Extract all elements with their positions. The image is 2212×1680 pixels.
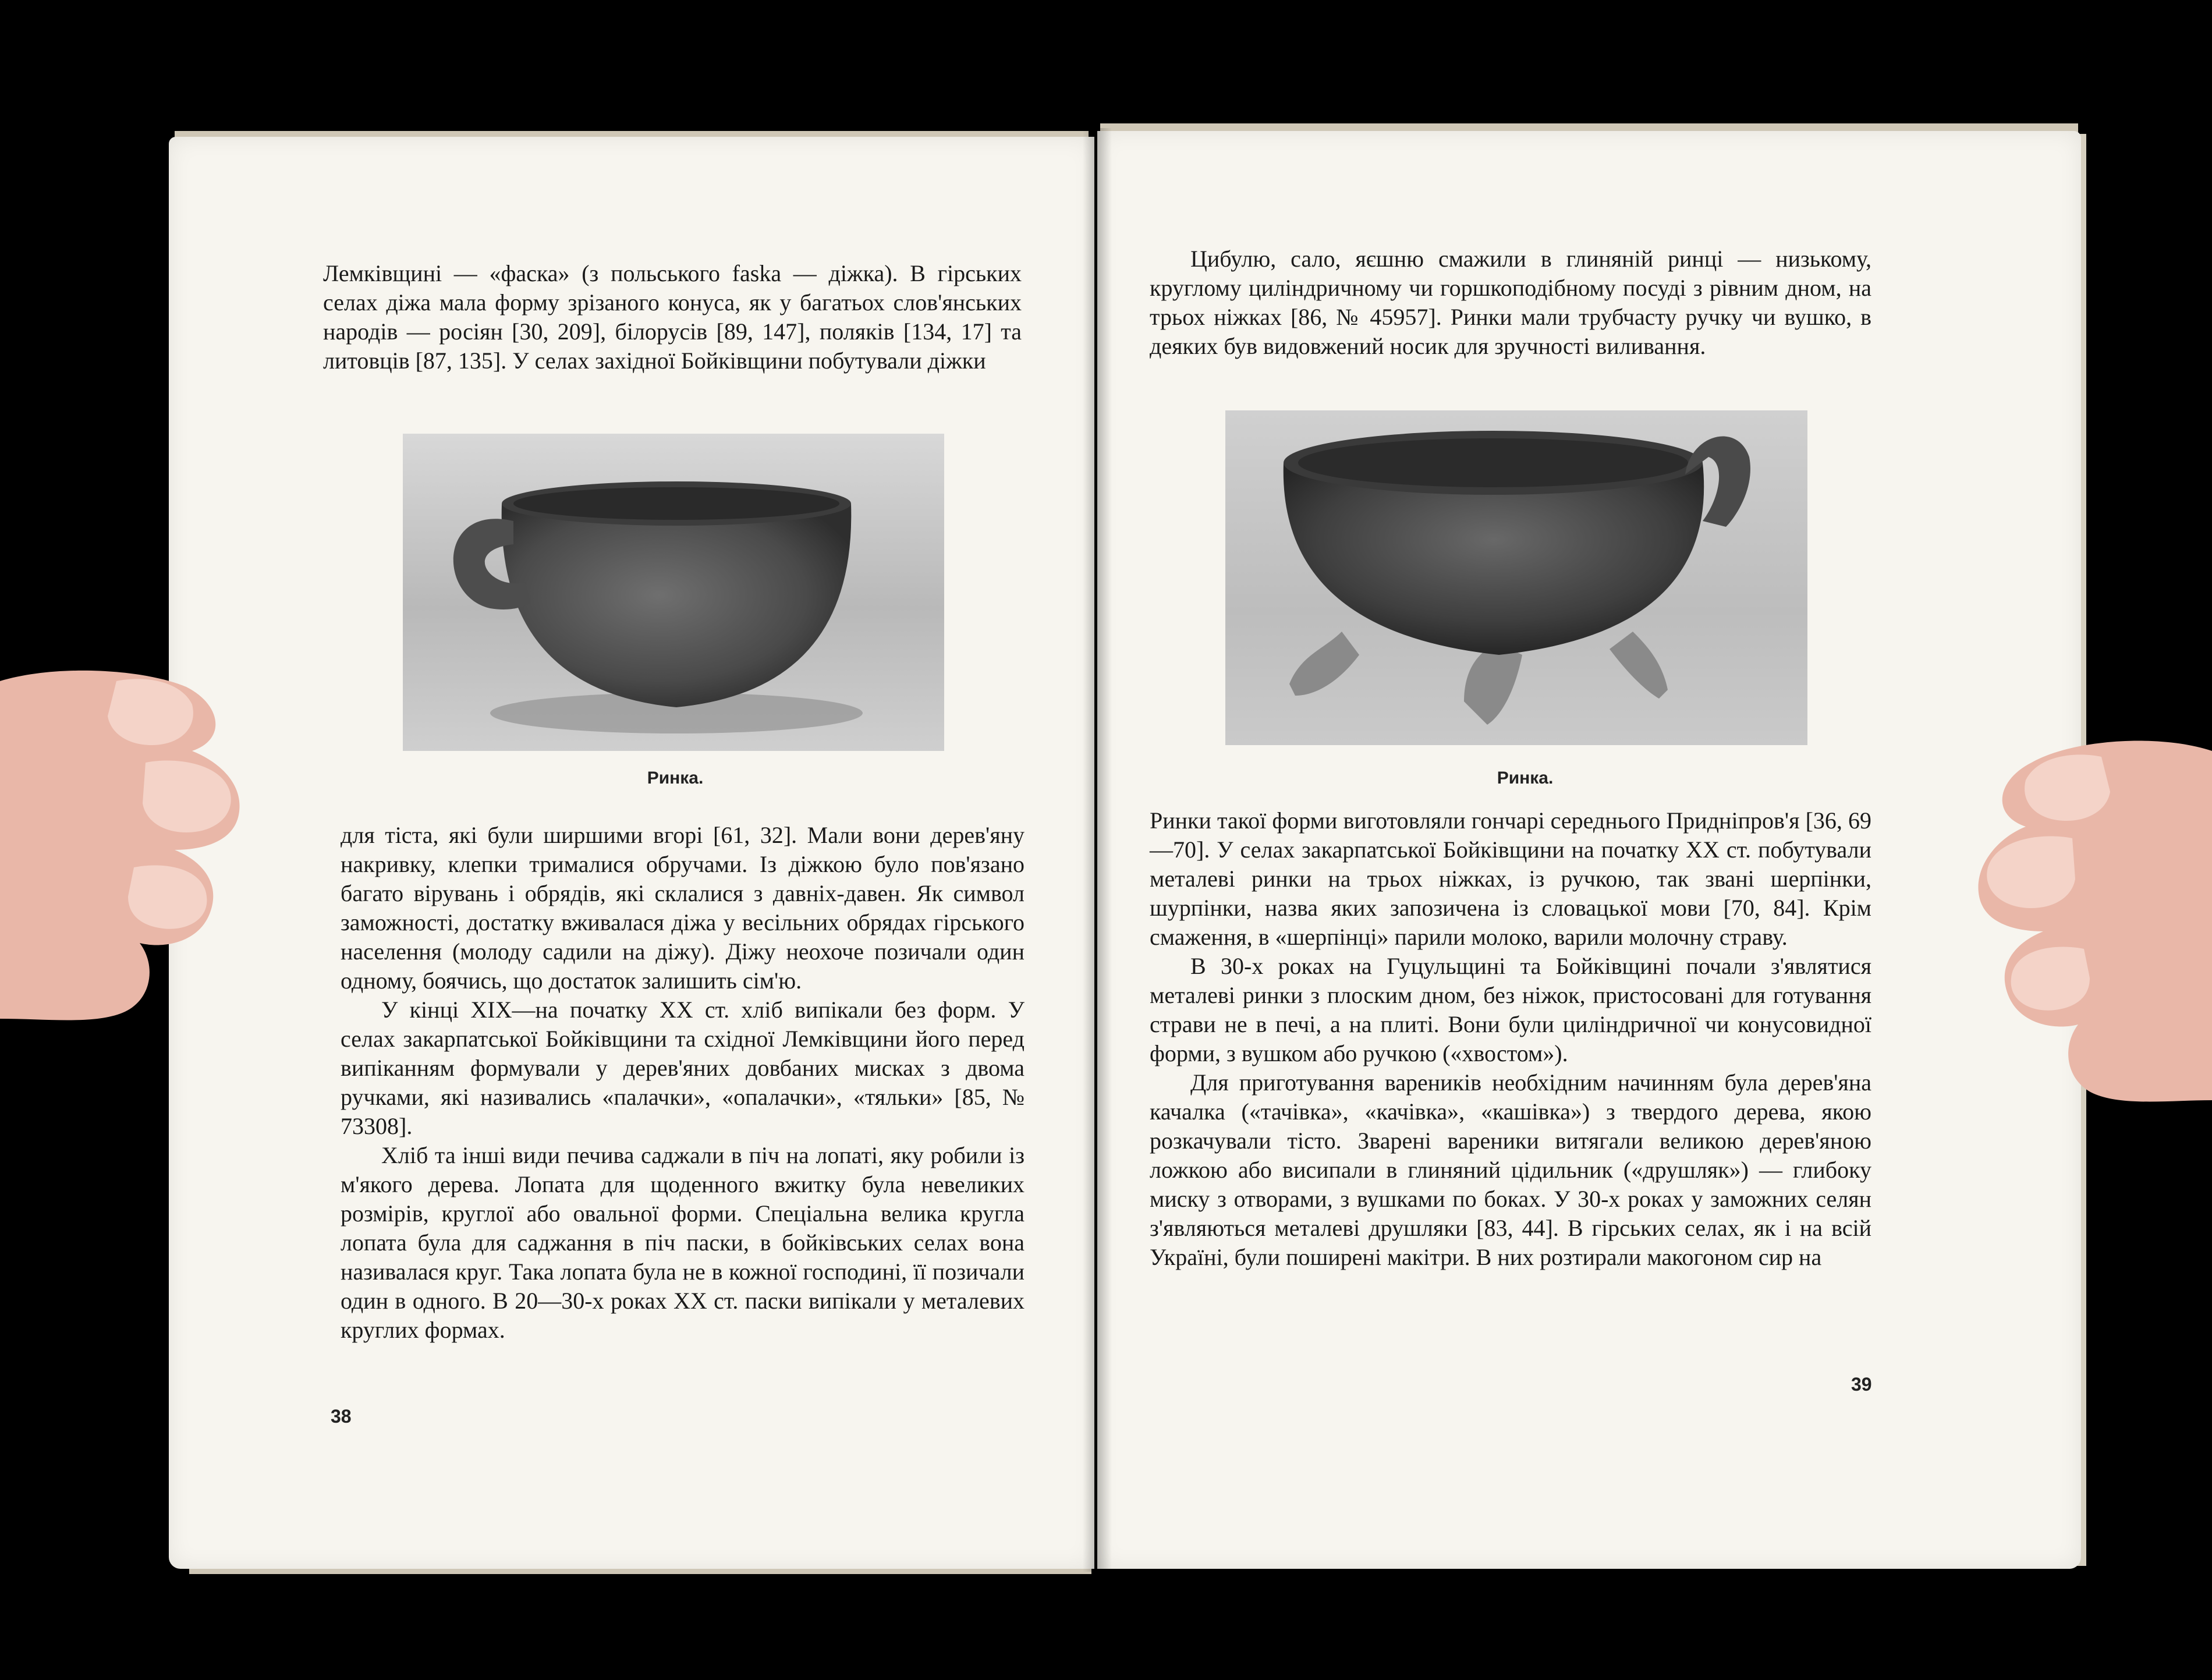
book-gutter xyxy=(1083,128,1112,1572)
right-paragraph-1: Ринки такої форми виготовляли гончарі середнього Придніпров'я [36, 69—70]. У селах закарпатської Бойківщини на початку XX ст. побутували металеві ринки на трьох ніжках, із ручкою, так звані шерпінки, шурпінки, назва яких запозичена із словацької мови [70, 84]. Крім смаження, в «шерпінці» парили молоко, варили молочну страву. xyxy=(1150,807,1871,950)
left-pot-image xyxy=(403,434,944,751)
left-top-paragraph: Лемківщині — «фаска» (з польського faska — діжка). В гірських селах діжа мала форму зрізаного конуса, як у багатьох слов'янських народів — росіян [30, 209], білорусів [89, 147], поляків [134, 17] та литовців [87, 135]. У селах західної Бойківщини побутували діжки xyxy=(323,260,1022,374)
left-paragraph-2: У кінці XIX—на початку XX ст. хліб випікали без форм. У селах закарпатської Бойківщини та східної Лемківщини його перед випіканням формували у дерев'яних довбаних мисках з двома ручками, які називались «палачки», «опалачки», «тяльки» [85, № 73308]. xyxy=(341,997,1025,1139)
right-pot-illustration xyxy=(1225,410,1807,745)
right-figure-caption: Ринка. xyxy=(1497,768,1554,788)
left-figure-caption: Ринка. xyxy=(647,768,704,788)
right-paragraph-3: Для приготування вареників необхідним начинням була дерев'яна качалка («тачівка», «качівка», «кашівка») з твердого дерева, якою розкачували тісто. Зварені вареники витягали великою дерев'яною ложкою або висипали в глиняний цідильник («друшляк») — глибоку миску з отворами, з вушками по боках. У 30-х роках у заможних селян з'являються металеві друшляки [83, 44]. В гірських селах, як і на всій Україні, були поширені макітри. В них розтирали макогоном сир на xyxy=(1150,1069,1871,1270)
right-hand xyxy=(1938,716,2212,1211)
left-body-text xyxy=(341,821,1025,1345)
left-hand xyxy=(0,640,274,1135)
left-top-text xyxy=(323,259,1022,375)
left-page-number: 38 xyxy=(331,1406,352,1427)
right-page-number: 39 xyxy=(1851,1374,1872,1395)
right-body-text xyxy=(1150,806,1871,1272)
right-top-paragraph: Цибулю, сало, яєшню смажили в глиняній ринці — низькому, круглому циліндричному чи горшкоподібному посуді з рівним дном, на трьох ніжках [86, № 45957]. Ринки мали трубчасту ручку чи вушко, в деяких був видовжений носик для зручності виливання. xyxy=(1150,246,1871,359)
left-pot-illustration xyxy=(403,434,944,751)
left-paragraph-3: Хліб та інші види печива саджали в піч на лопаті, яку робили із м'якого дерева. Лопата для щоденного вжитку була невеликих розмірів, круглої або овальної форми. Спеціальна велика кругла лопата була для саджання в піч паски, в бойківських селах вона називалася круг. Така лопата була не в кожної господині, її позичали один в одного. В 20—30-х роках XX ст. паски випікали у металевих круглих формах. xyxy=(341,1142,1025,1343)
right-paragraph-2: В 30-х роках на Гуцульщині та Бойківщині почали з'являтися металеві ринки з плоским дном, без ніжок, пристосовані для готування страви не в печі, а на плиті. Вони були циліндричної чи конусовидної форми, з вушком або ручкою («хвостом»). xyxy=(1150,953,1871,1066)
right-top-text xyxy=(1150,244,1871,361)
left-paragraph-1: для тіста, які були ширшими вгорі [61, 32]. Мали вони дерев'яну накривку, клепки трималися обручами. Із діжкою було пов'язано багато вірувань і обрядів, які склалися з давніх-давен. Як символ заможності, достатку вживалася діжа у весільних обрядах гірського населення (молоду садили на діжу). Діжу неохоче позичали один одному, боячись, що достаток залишить сім'ю. xyxy=(341,822,1025,994)
right-pot-image xyxy=(1225,410,1807,745)
